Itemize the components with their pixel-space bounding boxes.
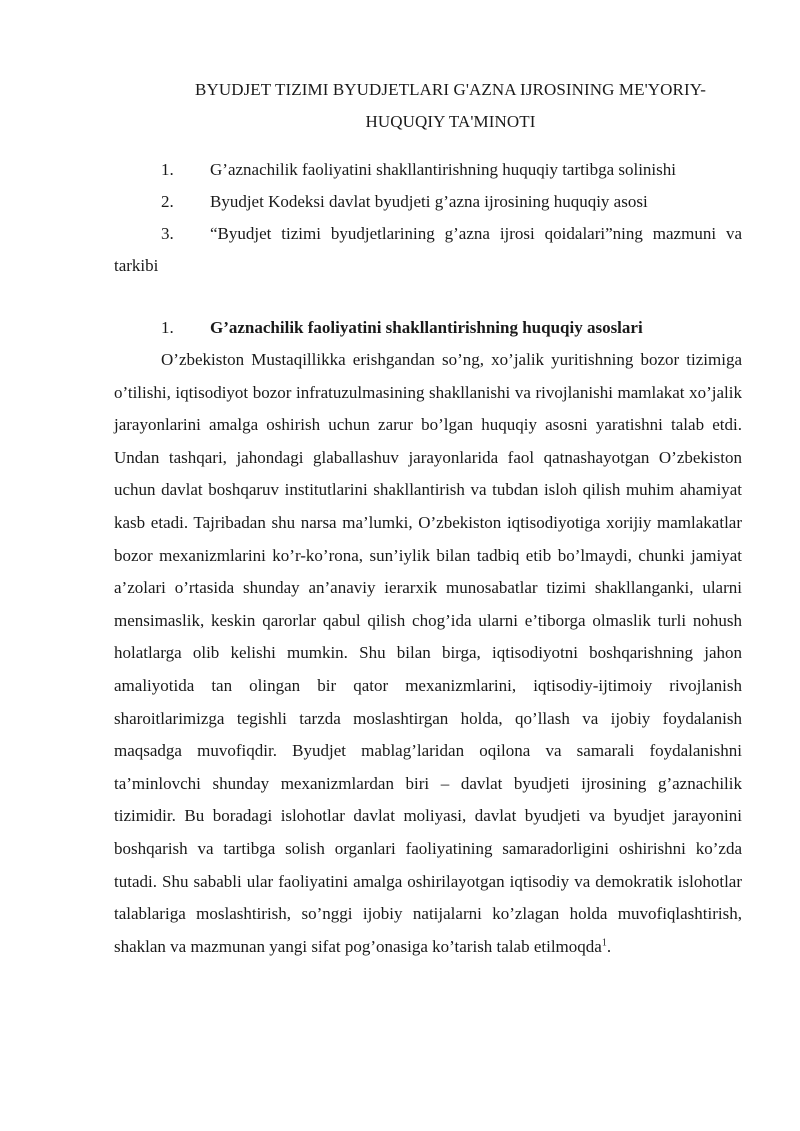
outline-item-number: 3. (161, 224, 174, 243)
outline-item-text: G’aznachilik faoliyatini shakllantirishning huquqiy tartibga solinishi (210, 160, 676, 179)
outline-item (114, 186, 742, 218)
outline-item (114, 154, 742, 186)
paragraph-end: . (606, 936, 612, 956)
paragraph-text: O’zbekiston Mustaqillikka erishgandan so’ng, xo’jalik yuritishning bozor tizimiga o’tilishi, iqtisodiyot bozor infratuzulmasining shakllanishi va rivojlanishi mamlakat xo’jalik jarayonlarini amalga oshirish uchun zarur bo’lgan huquqiy asosni yaratishni talab etdi. Undan tashqari, jahondagi glaballashuv jarayonlarida faol qatnashayotgan O’zbekiston uchun davlat boshqaruv institutlarini shakllantirish va tubdan isloh qilish muhim ahamiyat kasb etadi. Tajribadan shu narsa ma’lumki, O’zbekiston iqtisodiyotiga xorijiy mamlakatlar bozor mexanizmlarini ko’r-ko’rona, sun’iylik bilan tadbiq etib bo’lmaydi, chunki jamiyat a’zolari o’rtasida shunday an’anaviy ierarxik munosabatlar tizimi shakllanganki, ularni mensimaslik, keskin qarorlar qabul qilish chog’ida ularni e’tiborga olmaslik turli nohush holatlarga olib kelishi mumkin. Shu bilan birga, iqtisodiyotni boshqarishning jahon amaliyotida tan olingan bir qator mexanizmlarini, iqtisodiy-ijtimoiy rivojlanish sharoitlarimizga tegishli tarzda moslashtirgan holda, qo’llash va ijobiy foydalanish maqsadga muvofiqdir. Byudjet mablag’laridan oqilona va samarali foydalanishni ta’minlovchi shunday mexanizmlardan biri – davlat byudjeti ijrosining g’aznachilik tizimidir. Bu boradagi islohotlar davlat moliyasi, davlat byudjeti va byudjet jarayonini boshqarish va tartibga solish organlari faoliyatining samaradorligini oshirishni ko’zda tutadi. Shu sababli ular faoliyatini amalga oshirilayotgan iqtisodiy va demokratik islohotlar talablariga moslashtirish, so’nggi ijobiy natijalarni ko’zlagan holda muvofiqlashtirish, shaklan va mazmunan yangi sifat pog’onasiga ko’tarish talab etilmoqda (114, 350, 742, 956)
outline-item-number: 1. (161, 160, 174, 179)
section-heading-text: G’aznachilik faoliyatini shakllantirishning huquqiy asoslari (210, 318, 643, 337)
footnote-reference[interactable]: 1 (601, 937, 607, 949)
document-title: BYUDJET TIZIMI BYUDJETLARI G'AZNA IJROSINING ME'YORIY-HUQUQIY TA'MINOTI (195, 80, 706, 131)
document-page (114, 74, 742, 963)
outline-item-text: Byudjet Kodeksi davlat byudjeti g’azna ijrosining huquqiy asosi (210, 192, 648, 211)
body-paragraph (114, 344, 742, 963)
outline-item-text: “Byudjet tizimi byudjetlarining g’azna ijrosi qoidalari”ning mazmuni va tarkibi (114, 224, 742, 275)
outline-item-number: 2. (161, 192, 174, 211)
outline-item (114, 218, 742, 282)
section-heading (114, 312, 742, 344)
outline-list (114, 154, 742, 282)
section-number: 1. (161, 318, 174, 337)
